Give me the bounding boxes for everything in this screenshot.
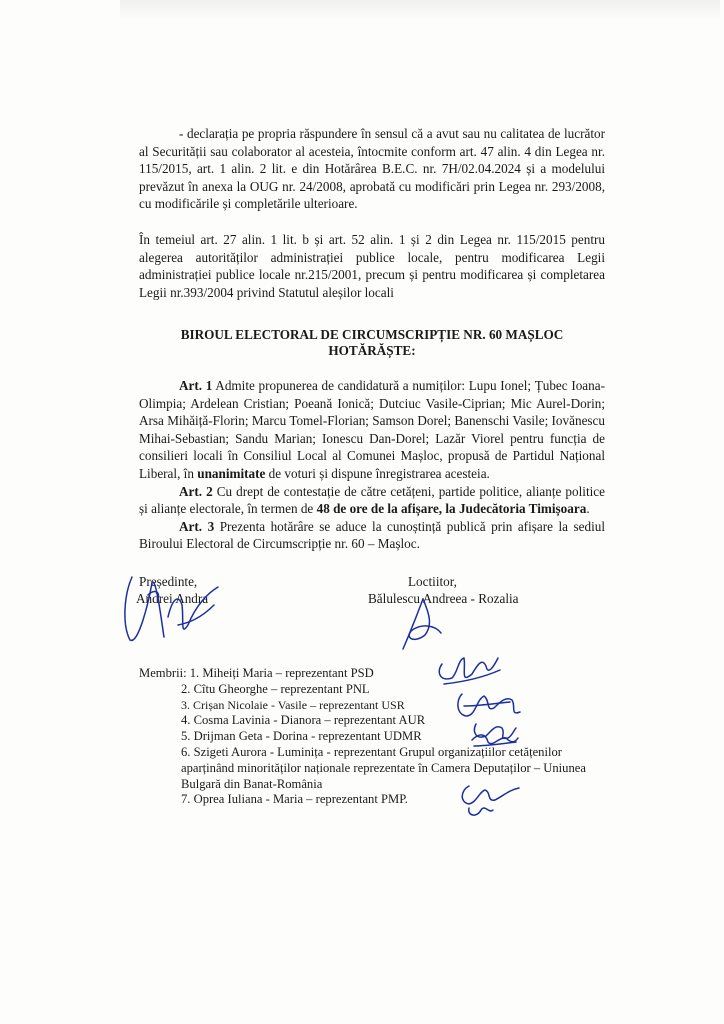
article-1-text: Admite propunerea de candidatură a numiților: Lupu Ionel; Țubec Ioana-Olimpia; Ardelean Cristian; Poeană Ionică; Dutciuc Vasile-Ciprian; Mic Aurel-Dorin; Arsa Mihăiță-Florin; Marcu Tomel-Florian; Samson Dorel; Banenschi Vasile; Iovănescu Mihai-Sebastian; Sandu Marian; Ionescu Dan-Dorel; Lazăr Viorel pentru funcția de consilieri locali în Consiliul Local al Comunei Mașloc, propusă de Partidul Național Liberal, în bbox=[139, 378, 605, 481]
heading-bureau: BIROUL ELECTORAL DE CIRCUMSCRIPȚIE NR. 60 MAȘLOC bbox=[180, 327, 564, 342]
member-5: 5. Drijman Geta - Dorina - reprezentant UDMR bbox=[181, 729, 422, 744]
article-1 bbox=[139, 377, 605, 483]
deputy-signature-icon bbox=[395, 595, 465, 655]
president-name: Andrei Andra bbox=[136, 591, 209, 606]
deputy-name: Bălulescu Andreea - Rozalia bbox=[368, 591, 519, 606]
paragraph-declaration-text: - declarația pe propria răspundere în sensul că a avut sau nu calitatea de lucrător al Securității sau colaborator al acesteia, întocmite conform art. 47 alin. 4 din Legea nr. 115/2015, art. 1 alin. 2 lit. e din Hotărârea B.E.C. nr. 7H/02.04.2024 și a modelului prevăzut în anexa la OUG nr. 24/2008, aprobată cu modificări prin Legea nr. 293/2008, cu modificările și completările ulterioare. bbox=[139, 126, 605, 212]
article-3-text: Prezenta hotărâre se aduce la cunoștință publică prin afișare la sediul Biroului Electoral de Circumscripție nr. 60 – Mașloc. bbox=[139, 518, 606, 552]
scan-shadow bbox=[120, 0, 720, 20]
article-1-bold: unanimitate bbox=[197, 465, 266, 481]
article-2-text: Cu drept de contestație de către cetățeni, partide politice, alianțe politice și alianțe electorale, în termen de bbox=[139, 483, 605, 517]
member-signature-icon bbox=[466, 728, 520, 750]
list-item bbox=[139, 792, 609, 808]
member-3: 3. Crișan Nicolaie - Vasile – reprezentant USR bbox=[181, 697, 405, 712]
member-7: 7. Oprea Iuliana - Maria – reprezentant PMP. bbox=[181, 792, 408, 807]
list-item bbox=[139, 729, 609, 745]
list-item bbox=[139, 666, 609, 682]
member-4: 4. Cosma Lavinia - Dianora – reprezentant AUR bbox=[181, 713, 426, 728]
list-item bbox=[139, 698, 609, 714]
article-2-label: Art. 2 bbox=[179, 483, 213, 499]
article-3 bbox=[139, 518, 605, 553]
president-title: Președinte, bbox=[139, 574, 198, 589]
members-label: Membrii: bbox=[139, 666, 187, 680]
articles-section bbox=[139, 377, 605, 553]
paragraph-legal-basis-text: În temeiul art. 27 alin. 1 lit. b și art. 52 alin. 1 și 2 din Legea nr. 115/2015 pentru alegerea autorităților administrației publice locale, pentru modificarea Legii administrației publice locale nr.215/2001, precum și pentru modificarea și completarea Legii nr.393/2004 privind Statutul aleșilor locali bbox=[139, 232, 605, 300]
article-2 bbox=[139, 483, 605, 518]
list-item bbox=[139, 745, 611, 792]
paragraph-declaration bbox=[139, 125, 605, 213]
decision-heading bbox=[139, 327, 605, 359]
article-1-label: Art. 1 bbox=[179, 378, 213, 393]
president-signature-icon bbox=[118, 565, 228, 650]
member-signature-icon bbox=[432, 648, 512, 690]
member-signature-icon bbox=[455, 780, 525, 822]
members-list bbox=[139, 666, 609, 808]
deputy-title: Loctiitor, bbox=[408, 574, 457, 589]
heading-decides: HOTĂRĂȘTE: bbox=[328, 343, 416, 358]
list-item bbox=[139, 713, 609, 729]
article-2-text-end: . bbox=[586, 501, 590, 517]
article-2-bold: 48 de ore de la afișare, la Judecătoria Timișoara bbox=[316, 501, 587, 517]
member-6: 6. Szigeti Aurora - Luminița - reprezentant Grupul organizațiilor cetățenilor aparținând minorităților naționale reprezentate în Camera Deputaților – Uniunea Bulgară din Banat-România bbox=[181, 744, 586, 791]
paragraph-legal-basis bbox=[139, 231, 605, 301]
member-1: 1. Miheiți Maria – reprezentant PSD bbox=[189, 666, 374, 680]
list-item bbox=[139, 682, 609, 698]
member-2: 2. Cîtu Gheorghe – reprezentant PNL bbox=[181, 681, 370, 696]
article-3-label: Art. 3 bbox=[179, 518, 215, 534]
article-1-text-end: de voturi și dispune înregistrarea acesteia. bbox=[268, 465, 490, 481]
